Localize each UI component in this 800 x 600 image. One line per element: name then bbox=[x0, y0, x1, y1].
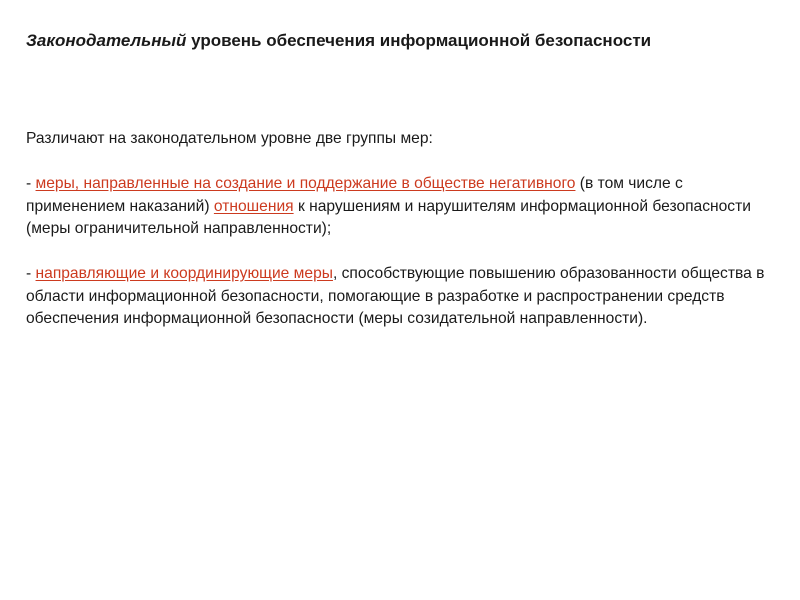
attitude-link[interactable]: отношения bbox=[213, 197, 294, 215]
item-text: к нарушениям и нарушителям информационной безопасности (меры ограничительной направленности); bbox=[26, 197, 751, 237]
paragraph-spacer bbox=[26, 241, 786, 264]
measure-item-restrictive bbox=[26, 173, 786, 241]
guiding-coordinating-measures-link[interactable]: направляющие и координирующие меры bbox=[35, 265, 333, 282]
intro-paragraph: Различают на законодательном уровне две группы мер: bbox=[26, 130, 433, 147]
title-italic-part: Законодательный bbox=[26, 31, 187, 50]
item-text: , способствующие повышению образованности общества в области информационной безопасности, помогающие в разработке и распространении средств обеспечения информационной безопасности (меры созидательной направленности). bbox=[26, 265, 765, 327]
item-dash: - bbox=[26, 265, 36, 282]
paragraph-spacer bbox=[26, 151, 786, 174]
title-rest: уровень обеспечения информационной безопасности bbox=[186, 31, 652, 50]
negative-attitude-measures-link[interactable]: меры, направленные на создание и поддержание в обществе негативного bbox=[35, 175, 576, 192]
measure-item-constructive bbox=[26, 263, 786, 331]
slide-body bbox=[26, 128, 786, 331]
page-title bbox=[26, 30, 786, 52]
item-dash: - bbox=[26, 175, 36, 192]
item-text: (в том числе с применением наказаний) bbox=[26, 175, 683, 215]
